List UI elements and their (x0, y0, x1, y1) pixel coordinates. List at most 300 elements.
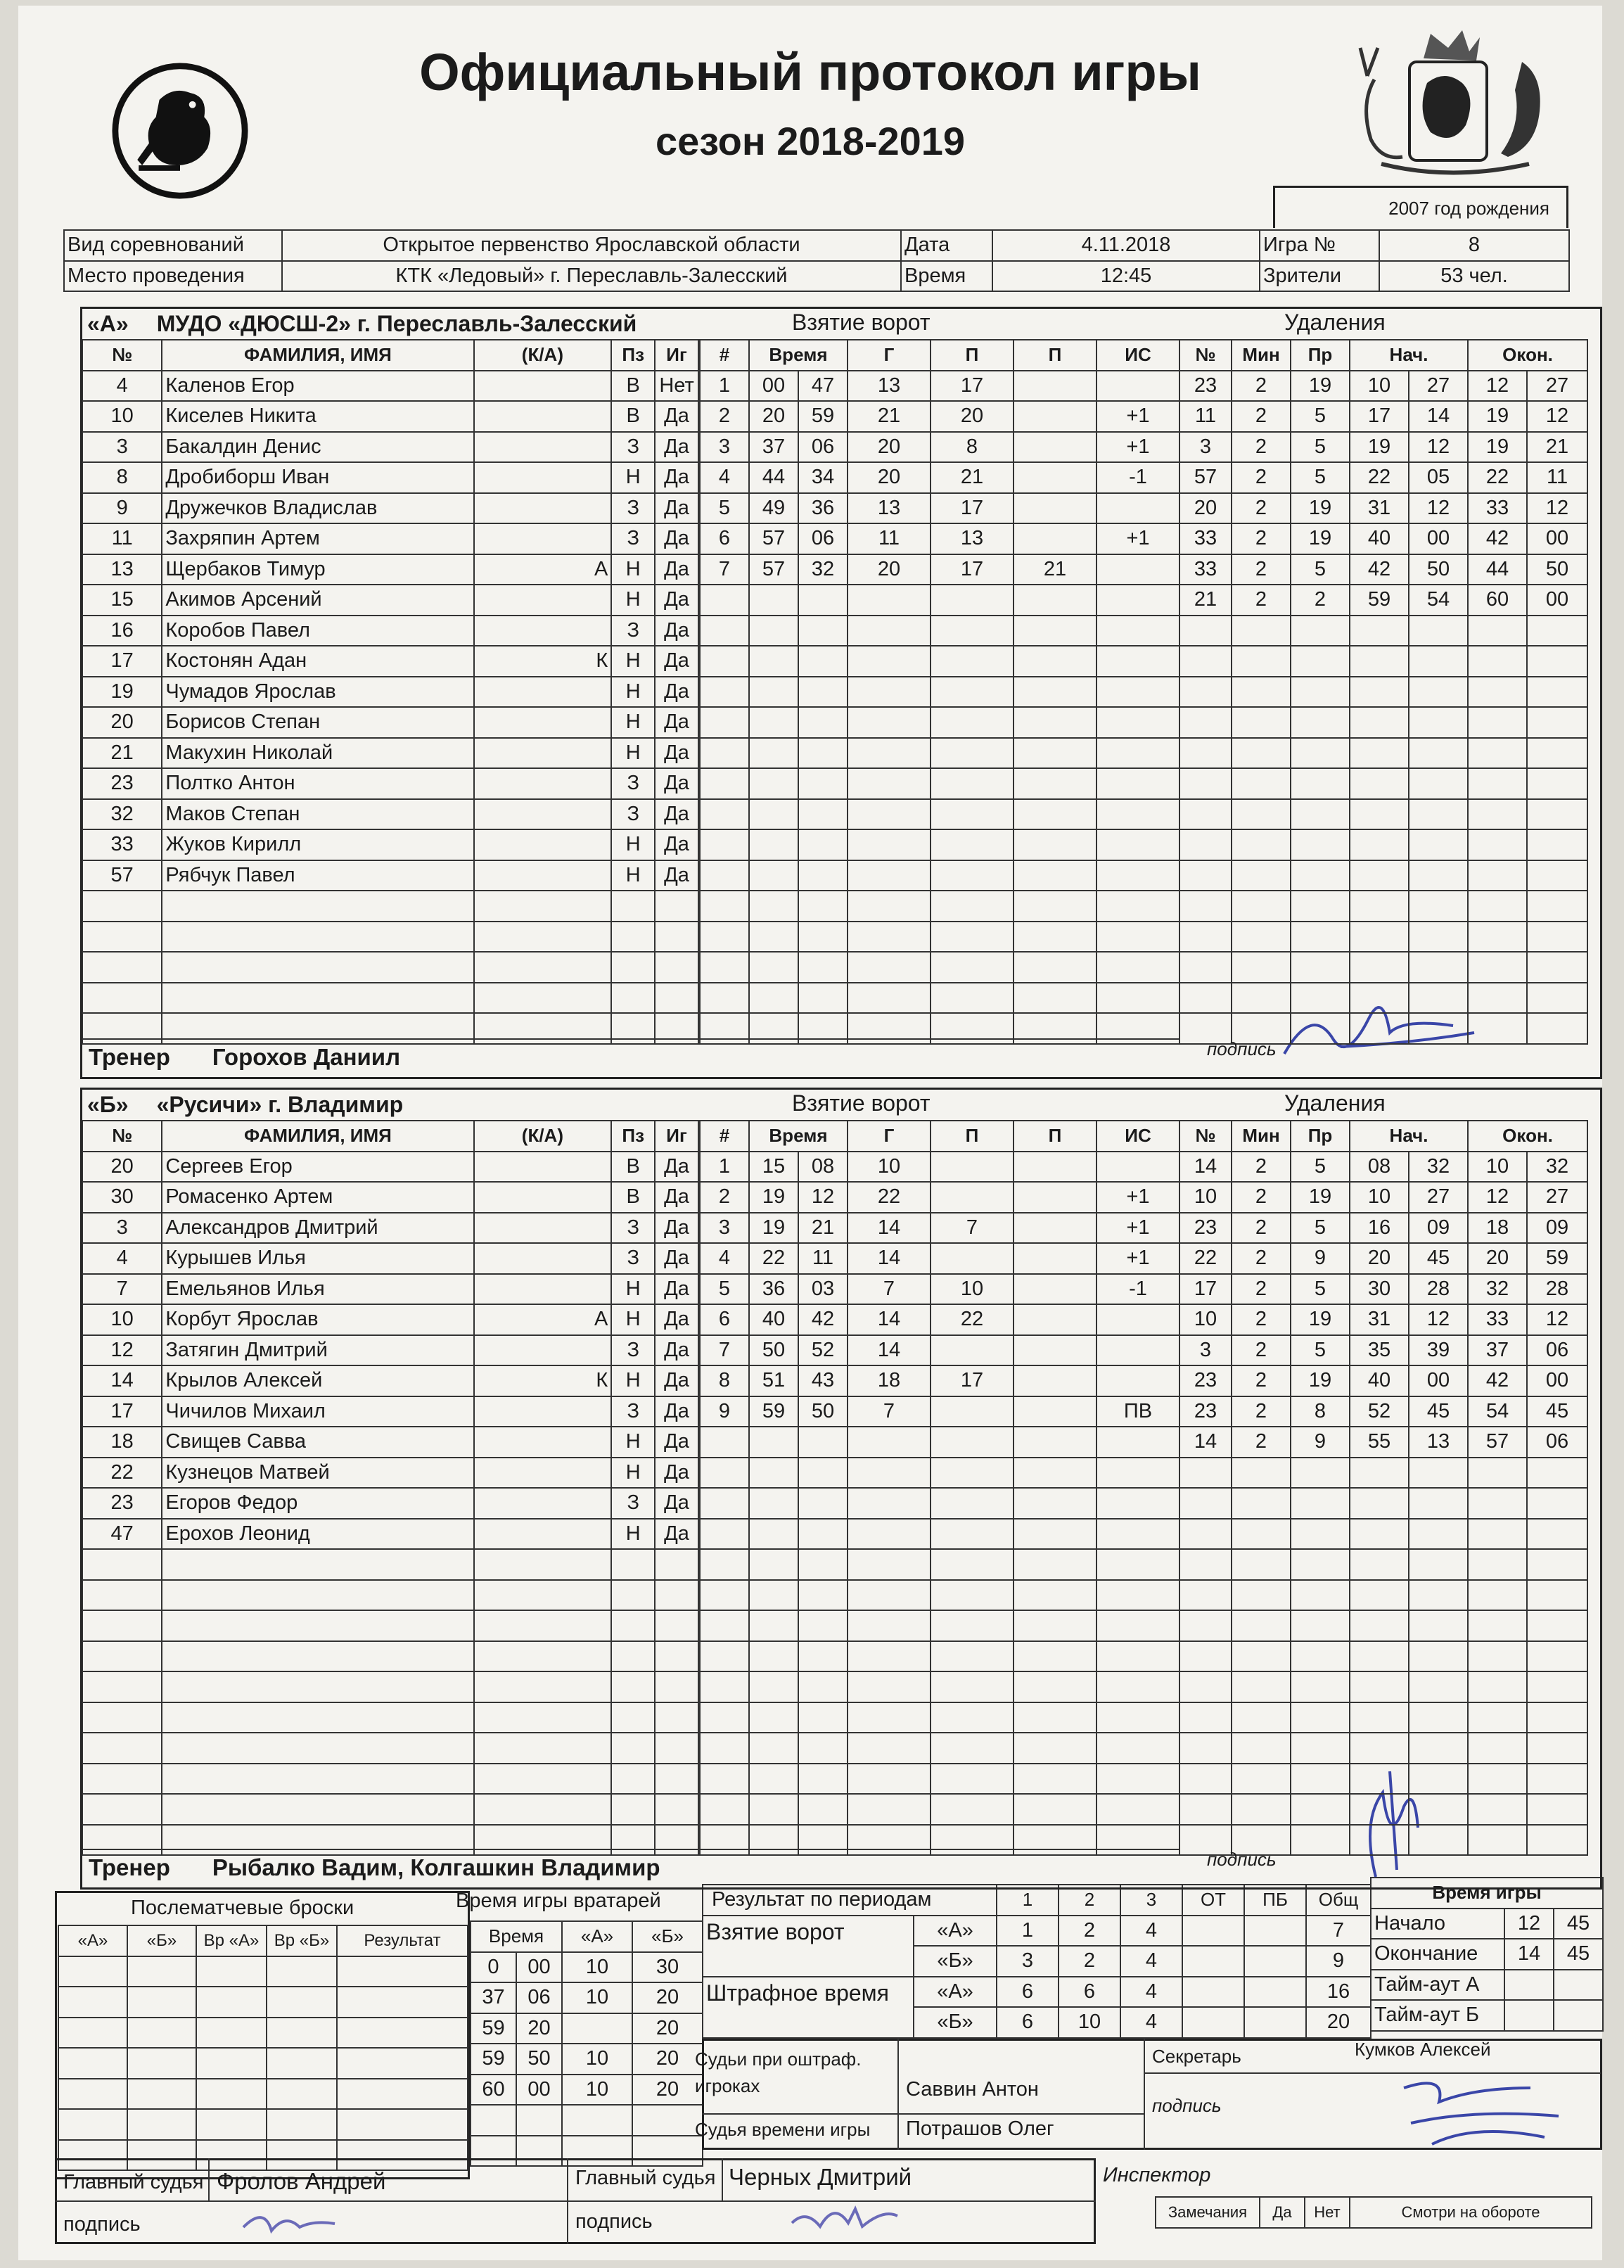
period-cell: 9 (1306, 1946, 1371, 1977)
goal-situation: +1 (1096, 432, 1179, 463)
table-row (82, 1702, 698, 1733)
goal-situation: +1 (1096, 1243, 1179, 1274)
table-row (82, 677, 698, 708)
player-role: А (474, 554, 612, 585)
player-role (474, 829, 612, 860)
player-name: Маков Степан (162, 799, 473, 830)
player-name: Каленов Егор (162, 371, 473, 402)
penalty-player: 57 (1179, 462, 1232, 493)
game-time-table (1370, 1877, 1604, 2032)
player-played: Да (655, 860, 698, 891)
table-row (1179, 1182, 1587, 1213)
goalie-a-number: 10 (562, 2075, 632, 2105)
player-number: 21 (82, 738, 162, 769)
player-role (474, 799, 612, 830)
player-number: 15 (82, 585, 162, 616)
goal-number: 1 (700, 371, 749, 402)
table-row (1179, 860, 1587, 891)
goal-minute: 00 (749, 371, 798, 402)
goal-scorer: 14 (848, 1213, 931, 1244)
team_b-roster-col: № (82, 1121, 162, 1152)
player-played: Да (655, 799, 698, 830)
team_b-letter: «Б» (87, 1092, 129, 1117)
table-row (700, 1458, 1179, 1489)
competition-label: Вид соревнований (64, 230, 282, 261)
penalty-reason: 9 (1291, 1243, 1350, 1274)
penalty-end-min: 42 (1468, 523, 1527, 554)
table-row (700, 891, 1179, 922)
player-name: Ромасенко Артем (162, 1182, 473, 1213)
table-row (700, 1702, 1179, 1733)
goal-minute: 15 (749, 1152, 798, 1183)
penalty-player: 23 (1179, 371, 1232, 402)
penalty-start-sec: 27 (1409, 1182, 1468, 1213)
table-row (58, 1956, 468, 1987)
spectators-label: Зрители (1260, 261, 1379, 292)
goal-number: 3 (700, 432, 749, 463)
periods-title: Результат по периодам (712, 1888, 932, 1911)
team_a-penalties-title: Удаления (1284, 310, 1386, 335)
period-col: ПБ (1244, 1885, 1306, 1916)
table-row (1179, 1274, 1587, 1305)
player-number: 3 (82, 1213, 162, 1244)
goal-assist-2 (1014, 1213, 1096, 1244)
shootout-col: «Б» (127, 1925, 196, 1956)
goalie-change-min: 59 (471, 2013, 516, 2044)
table-row (700, 1335, 1179, 1366)
goalie-b-number: 20 (632, 2075, 703, 2105)
period-cell (1182, 2007, 1244, 2038)
team_b-coach-name: Рыбалко Вадим, Колгашкин Владимир (212, 1854, 660, 1880)
penalty-reason: 5 (1291, 401, 1350, 432)
player-role (474, 371, 612, 402)
goalie-change-sec: 20 (516, 2013, 562, 2044)
player-played: Да (655, 829, 698, 860)
goal-assist-2 (1014, 401, 1096, 432)
period-cell: 20 (1306, 2007, 1371, 2038)
goal-second: 52 (798, 1335, 848, 1366)
player-number: 18 (82, 1427, 162, 1458)
penalty-minutes: 2 (1232, 1213, 1291, 1244)
penalty-end-min: 57 (1468, 1427, 1527, 1458)
player-name: Егоров Федор (162, 1488, 473, 1519)
penalty-start-sec: 50 (1409, 554, 1468, 585)
player-played: Да (655, 401, 698, 432)
player-played: Да (655, 1396, 698, 1427)
player-played: Да (655, 493, 698, 524)
secretary-value: Кумков Алексей (1355, 2039, 1491, 2060)
penalty-start-min: 35 (1350, 1335, 1409, 1366)
table-row (700, 1641, 1179, 1672)
penalty-start-min: 10 (1350, 1182, 1409, 1213)
end-label: Окончание (1371, 1939, 1504, 1970)
table-row (1179, 829, 1587, 860)
penalty-end-sec: 09 (1527, 1213, 1587, 1244)
table-row (1179, 554, 1587, 585)
shootout-title: Послематчевые броски (131, 1897, 354, 1919)
penalty-minutes: 2 (1232, 1396, 1291, 1427)
penalty-start-min: 10 (1350, 371, 1409, 402)
player-played: Да (655, 432, 698, 463)
table-row (82, 1274, 698, 1305)
goal-assist-2 (1014, 462, 1096, 493)
goal-assist-1: 10 (931, 1274, 1014, 1305)
penalty-end-sec: 21 (1527, 432, 1587, 463)
secretary-signature (1390, 2060, 1573, 2151)
team_a-goals-col: П (1014, 340, 1096, 371)
goalie-change-sec: 06 (516, 1982, 562, 2013)
penalty-start-sec: 54 (1409, 585, 1468, 616)
player-number: 9 (82, 493, 162, 524)
team_b-goals-col: Г (848, 1121, 931, 1152)
player-name: Жуков Кирилл (162, 829, 473, 860)
goal-scorer: 13 (848, 493, 931, 524)
team_b-penalties-col: Окон. (1468, 1121, 1587, 1152)
team_a-goals-table (699, 339, 1180, 1045)
player-played: Да (655, 1458, 698, 1489)
goalie-time-title: Время игры вратарей (456, 1890, 661, 1912)
penalty-start-min: 59 (1350, 585, 1409, 616)
table-row (82, 1610, 698, 1641)
player-name: Курышев Илья (162, 1243, 473, 1274)
table-row (1179, 1764, 1587, 1795)
goalie-a-number: 10 (562, 1982, 632, 2013)
period-col: 1 (997, 1885, 1059, 1916)
goal-assist-2 (1014, 1396, 1096, 1427)
penalty-end-min: 19 (1468, 401, 1527, 432)
table-row (700, 432, 1179, 463)
player-position: В (611, 371, 655, 402)
goal-second: 06 (798, 432, 848, 463)
penalty-end-sec: 45 (1527, 1396, 1587, 1427)
player-number: 12 (82, 1335, 162, 1366)
goal-second: 32 (798, 554, 848, 585)
penalty-player: 11 (1179, 401, 1232, 432)
table-row (700, 554, 1179, 585)
table-row (700, 493, 1179, 524)
table-row (82, 646, 698, 677)
goal-number: 9 (700, 1396, 749, 1427)
goal-assist-1: 17 (931, 493, 1014, 524)
team_a-roster-col: Пз (611, 340, 655, 371)
player-position: В (611, 1152, 655, 1183)
table-row (700, 1764, 1179, 1795)
player-position: Н (611, 738, 655, 769)
player-played: Да (655, 768, 698, 799)
player-position: Н (611, 585, 655, 616)
goalie-change-sec: 50 (516, 2044, 562, 2075)
table-row (82, 493, 698, 524)
table-row (82, 523, 698, 554)
goal-minute: 59 (749, 1396, 798, 1427)
penalty-start-min: 31 (1350, 1304, 1409, 1335)
goal-situation (1096, 554, 1179, 585)
team_b-penalties-col: Пр (1291, 1121, 1350, 1152)
goal-minute: 51 (749, 1365, 798, 1396)
player-role (474, 1274, 612, 1305)
table-row (700, 1519, 1179, 1550)
penalty-player: 23 (1179, 1396, 1232, 1427)
goal-minute: 50 (749, 1335, 798, 1366)
team_b-goals-title: Взятие ворот (792, 1090, 931, 1116)
spectators-value: 53 чел. (1379, 261, 1569, 292)
penalty-reason: 5 (1291, 1152, 1350, 1183)
player-position: Н (611, 677, 655, 708)
penalty-end-min: 60 (1468, 585, 1527, 616)
goal-number: 5 (700, 493, 749, 524)
team_a-roster-col: Иг (655, 340, 698, 371)
player-role (474, 738, 612, 769)
team_a-penalties-table (1179, 339, 1588, 1045)
table-row (700, 401, 1179, 432)
table-row (58, 1987, 468, 2018)
player-name: Александров Дмитрий (162, 1213, 473, 1244)
penalty-minutes: 2 (1232, 1152, 1291, 1183)
team_a-coach-label: Тренер (89, 1044, 170, 1070)
player-position: Н (611, 1458, 655, 1489)
time-label: Время (901, 261, 992, 292)
remarks-table (1155, 2196, 1592, 2229)
team_a-penalties-col: Мин (1232, 340, 1291, 371)
table-row (471, 1952, 703, 1983)
penalty-end-min: 33 (1468, 493, 1527, 524)
player-number: 19 (82, 677, 162, 708)
table-row (700, 860, 1179, 891)
chief-judge-1-signature (229, 2199, 370, 2248)
goal-situation: -1 (1096, 1274, 1179, 1305)
remarks-yes: Да (1260, 2197, 1305, 2228)
penalty-minutes: 2 (1232, 1274, 1291, 1305)
player-name: Акимов Арсений (162, 585, 473, 616)
player-played: Да (655, 462, 698, 493)
table-row (1179, 952, 1587, 983)
period-col: ОТ (1182, 1885, 1244, 1916)
penalty-player: 14 (1179, 1427, 1232, 1458)
goal-scorer: 20 (848, 432, 931, 463)
player-number: 17 (82, 1396, 162, 1427)
penalty-start-sec: 14 (1409, 401, 1468, 432)
penalty-start-min: 40 (1350, 523, 1409, 554)
period-cell: 4 (1120, 1946, 1182, 1977)
table-row (82, 432, 698, 463)
table-row (82, 1671, 698, 1702)
table-row (700, 1549, 1179, 1580)
player-number: 13 (82, 554, 162, 585)
table-row (82, 401, 698, 432)
penalty-reason: 19 (1291, 1304, 1350, 1335)
team_b-roster-col: (К/А) (474, 1121, 612, 1152)
table-row (700, 1427, 1179, 1458)
player-role (474, 432, 612, 463)
start-hour: 12 (1504, 1909, 1554, 1939)
player-name: Бакалдин Денис (162, 432, 473, 463)
player-number: 14 (82, 1365, 162, 1396)
table-row (700, 1213, 1179, 1244)
player-number: 17 (82, 646, 162, 677)
team_b-roster-col: Пз (611, 1121, 655, 1152)
venue-value: КТК «Ледовый» г. Переславль-Залесский (282, 261, 901, 292)
penalty-end-sec: 11 (1527, 462, 1587, 493)
goal-assist-2: 21 (1014, 554, 1096, 585)
team_b-name: «Русичи» г. Владимир (156, 1092, 404, 1117)
table-row (82, 799, 698, 830)
goal-scorer: 14 (848, 1335, 931, 1366)
table-row (82, 1335, 698, 1366)
player-position: З (611, 1335, 655, 1366)
team_a-coach-name: Горохов Даниил (212, 1044, 401, 1070)
goalie-a-number (562, 2013, 632, 2044)
goalie-col: «А» (562, 1921, 632, 1952)
player-played: Да (655, 554, 698, 585)
goalie-col: «Б» (632, 1921, 703, 1952)
penalty-start-min: 19 (1350, 432, 1409, 463)
table-row (1179, 1427, 1587, 1458)
goal-number: 5 (700, 1274, 749, 1305)
player-name: Ерохов Леонид (162, 1519, 473, 1550)
period-cell: 4 (1120, 1977, 1182, 2008)
penalty-reason: 19 (1291, 1182, 1350, 1213)
goal-minute: 19 (749, 1182, 798, 1213)
goal-number: 6 (700, 523, 749, 554)
penalty-start-min: 22 (1350, 462, 1409, 493)
time-judge-label: Судья времени игры (695, 2119, 871, 2140)
table-row (1179, 1794, 1587, 1825)
goal-minute: 37 (749, 432, 798, 463)
team_a-roster-table (82, 339, 699, 1045)
penalty-end-sec: 28 (1527, 1274, 1587, 1305)
player-name: Захряпин Артем (162, 523, 473, 554)
team_a-roster-col: ФАМИЛИЯ, ИМЯ (162, 340, 473, 371)
chief-judge-2-label: Главный судья (575, 2167, 716, 2189)
goal-situation (1096, 1335, 1179, 1366)
team_a-roster-col: № (82, 340, 162, 371)
table-row (471, 2075, 703, 2105)
table-row (82, 1641, 698, 1672)
player-position: Н (611, 860, 655, 891)
penalty-end-sec: 12 (1527, 401, 1587, 432)
player-role (474, 585, 612, 616)
goal-scorer: 22 (848, 1182, 931, 1213)
table-row (1179, 1610, 1587, 1641)
goal-second: 36 (798, 493, 848, 524)
period-col: 3 (1120, 1885, 1182, 1916)
table-row (1179, 707, 1587, 738)
team_b-goals-col: П (931, 1121, 1014, 1152)
goal-scorer: 13 (848, 371, 931, 402)
goal-number: 7 (700, 1335, 749, 1366)
penalty-minutes: 2 (1232, 585, 1291, 616)
game-info-table (63, 229, 1570, 292)
player-position: Н (611, 829, 655, 860)
table-row (82, 1794, 698, 1825)
table-row (700, 707, 1179, 738)
goal-second: 43 (798, 1365, 848, 1396)
player-name: Емельянов Илья (162, 1274, 473, 1305)
table-row (1179, 983, 1587, 1014)
player-number: 47 (82, 1519, 162, 1550)
table-row (82, 1213, 698, 1244)
player-name: Киселев Никита (162, 401, 473, 432)
penalty-minutes: 2 (1232, 1182, 1291, 1213)
table-row (700, 738, 1179, 769)
penalty-start-sec: 12 (1409, 432, 1468, 463)
team_b-sign-label: подпись (1207, 1849, 1277, 1870)
team_b-roster-col: Иг (655, 1121, 698, 1152)
table-row (1179, 1213, 1587, 1244)
player-position: Н (611, 707, 655, 738)
remarks-no: Нет (1305, 2197, 1350, 2228)
player-played: Да (655, 1365, 698, 1396)
goal-assist-1: 20 (931, 401, 1014, 432)
chief-judge-1-label: Главный судья (63, 2171, 204, 2193)
table-row (82, 891, 698, 922)
goal-situation: ПВ (1096, 1396, 1179, 1427)
table-row (1179, 1488, 1587, 1519)
table-row (700, 799, 1179, 830)
table-row (1179, 1549, 1587, 1580)
table-row (58, 2109, 468, 2140)
player-position: Н (611, 554, 655, 585)
team_b-goals-col: Время (749, 1121, 848, 1152)
goal-assist-2 (1014, 1274, 1096, 1305)
table-row (1179, 1152, 1587, 1183)
table-row (700, 616, 1179, 646)
end-minute: 45 (1554, 1939, 1603, 1970)
player-name: Крылов Алексей (162, 1365, 473, 1396)
player-position: З (611, 1488, 655, 1519)
goalie-b-number: 20 (632, 1982, 703, 2013)
goalie-change-sec: 00 (516, 1952, 562, 1983)
shootout-table (58, 1925, 468, 2171)
team_b-goals-col: ИС (1096, 1121, 1179, 1152)
table-row (700, 922, 1179, 953)
player-name: Чичилов Михаил (162, 1396, 473, 1427)
goal-scorer: 18 (848, 1365, 931, 1396)
player-role (474, 462, 612, 493)
penalty-end-min: 33 (1468, 1304, 1527, 1335)
goalie-a-number: 10 (562, 1952, 632, 1983)
player-played: Да (655, 1304, 698, 1335)
table-row (82, 554, 698, 585)
period-row-label: Штрафное время (703, 1977, 914, 2038)
game-number-label: Игра № (1260, 230, 1379, 261)
player-position: Н (611, 1274, 655, 1305)
goalie-change-min: 37 (471, 1982, 516, 2013)
competition-value: Открытое первенство Ярославской области (282, 230, 901, 261)
penalty-start-sec: 12 (1409, 1304, 1468, 1335)
table-row (82, 371, 698, 402)
player-played: Да (655, 1152, 698, 1183)
team_a-roster-col: (К/А) (474, 340, 612, 371)
penalty-player: 10 (1179, 1304, 1232, 1335)
penalty-start-sec: 12 (1409, 493, 1468, 524)
period-cell: 2 (1059, 1946, 1120, 1977)
goal-scorer: 20 (848, 554, 931, 585)
goal-second: 42 (798, 1304, 848, 1335)
goal-scorer: 21 (848, 401, 931, 432)
penalty-player: 14 (1179, 1152, 1232, 1183)
player-number: 30 (82, 1182, 162, 1213)
goal-second: 59 (798, 401, 848, 432)
table-row (1179, 891, 1587, 922)
table-row (82, 1365, 698, 1396)
season-subtitle: сезон 2018-2019 (655, 119, 966, 163)
table-row (82, 738, 698, 769)
player-name: Сергеев Егор (162, 1152, 473, 1183)
goal-second: 03 (798, 1274, 848, 1305)
team_b-penalties-title: Удаления (1284, 1090, 1386, 1116)
team_b-penalties-col: Нач. (1350, 1121, 1468, 1152)
